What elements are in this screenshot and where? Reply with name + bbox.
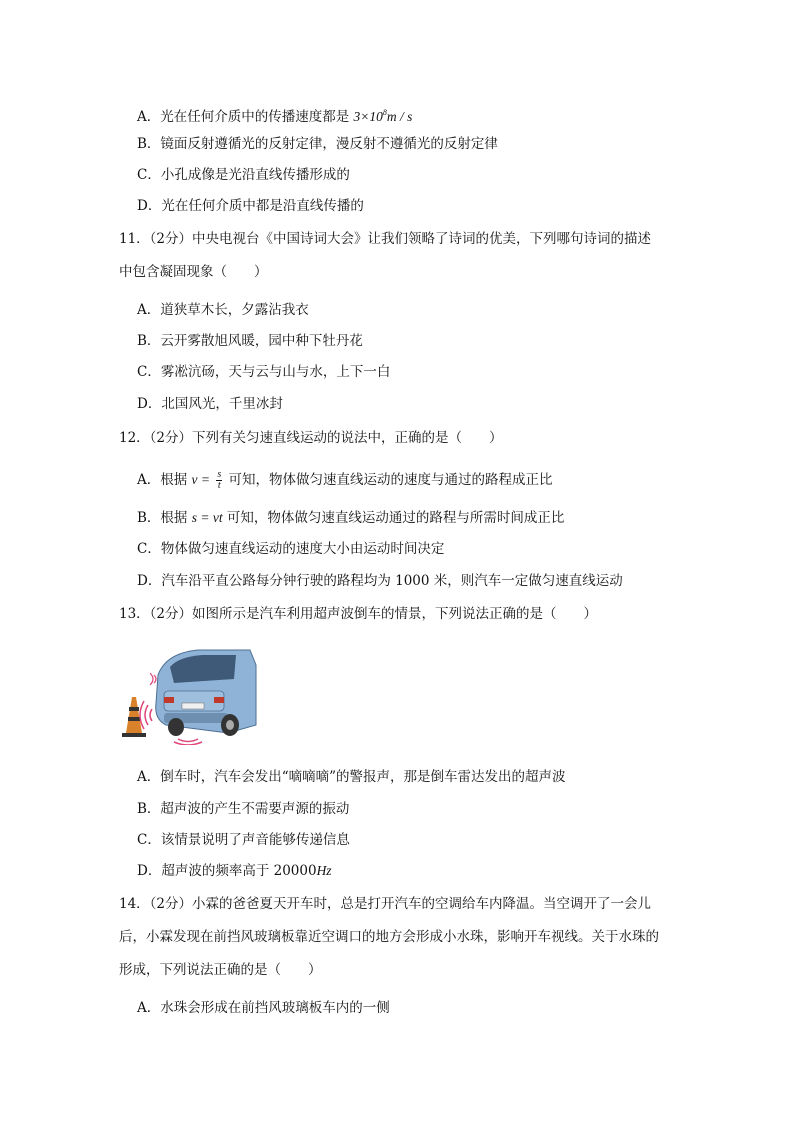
q12-a-formula-lhs: v =	[191, 472, 211, 487]
q12-a-fraction	[216, 470, 222, 491]
cone-stripe-top	[129, 707, 139, 711]
q10-option-c: C．小孔成像是光沿直线传播形成的	[137, 167, 350, 183]
q13-option-b: B．超声波的产生不需要声源的振动	[137, 801, 350, 817]
fraction-numerator: s	[217, 469, 222, 480]
q14-stem-line3: 形成，下列说法正确的是（ ）	[119, 962, 322, 978]
q10-option-d: D．光在任何介质中都是沿直线传播的	[137, 198, 364, 214]
q11-option-d: D．北国风光，千里冰封	[137, 396, 283, 412]
q10-option-a	[137, 103, 412, 127]
wave-top-1	[154, 675, 156, 683]
q12-b-prefix: B．根据	[137, 510, 188, 526]
q12-option-b	[137, 508, 564, 528]
wave-top-2	[150, 673, 153, 685]
q10-option-a-speed	[354, 109, 413, 124]
q10-option-b: B．镜面反射遵循光的反射定律，漫反射不遵循光的反射定律	[137, 136, 498, 152]
tail-light-left	[164, 697, 174, 703]
q11-option-b: B．云开雾散旭风暖，园中种下牡丹花	[137, 333, 363, 349]
q10-option-a-text: A．光在任何介质中的传播速度都是	[137, 109, 350, 125]
q12-b-formula: s = vt	[191, 510, 223, 525]
wave-bottom-1	[178, 739, 198, 742]
q13-stem: 13．（2分）如图所示是汽车利用超声波倒车的情景，下列说法正确的是（ ）	[119, 606, 598, 622]
wave-left-1	[150, 709, 152, 721]
q11-stem-line1: 11．（2分）中央电视台《中国诗词大会》让我们领略了诗词的优美，下列哪句诗词的描述	[119, 231, 652, 247]
tail-light-right	[214, 697, 224, 703]
q13-d-unit: Hz	[316, 863, 332, 878]
speed-base: 3×10	[353, 109, 383, 124]
car-illustration	[118, 645, 258, 745]
q12-option-a	[137, 470, 553, 491]
fraction-denominator: t	[217, 480, 221, 491]
wave-left-2	[145, 705, 148, 725]
q11-option-c: C．雾凇沆砀，天与云与山与水，上下一白	[137, 364, 391, 380]
car-reversing-ultrasound-figure	[118, 645, 258, 745]
q11-stem-line2: 中包含凝固现象（ ）	[119, 264, 268, 280]
q12-b-suffix: 可知，物体做匀速直线运动通过的路程与所需时间成正比	[226, 510, 565, 526]
license-plate	[182, 703, 204, 709]
hubcap	[226, 720, 234, 730]
rear-wheel-left	[168, 718, 184, 736]
q12-a-suffix: 可知，物体做匀速直线运动的速度与通过的路程成正比	[228, 472, 553, 488]
cone-stripe-bottom	[128, 717, 140, 721]
q13-option-d	[137, 861, 332, 881]
q12-a-prefix: A．根据	[137, 472, 188, 488]
q12-option-d: D．汽车沿平直公路每分钟行驶的路程均为 1000 米，则汽车一定做匀速直线运动	[137, 573, 623, 589]
speed-unit: m / s	[386, 109, 413, 124]
q13-option-c: C．该情景说明了声音能够传递信息	[137, 832, 350, 848]
q12-option-c: C．物体做匀速直线运动的速度大小由运动时间决定	[137, 541, 445, 557]
speed-exponent: 8	[382, 108, 387, 117]
wave-bottom-2	[174, 742, 202, 745]
q11-option-a: A．道狭草木长，夕露沾我衣	[137, 302, 309, 318]
q14-stem-line1: 14．（2分）小霖的爸爸夏天开车时，总是打开汽车的空调给车内降温。当空调开了一会儿	[119, 896, 652, 912]
q14-stem-line2: 后，小霖发现在前挡风玻璃板靠近空调口的地方会形成小水珠，影响开车视线。关于水珠的	[119, 929, 659, 945]
cone-base	[122, 733, 146, 737]
q13-option-a: A．倒车时，汽车会发出“嘀嘀嘀”的警报声，那是倒车雷达发出的超声波	[137, 769, 566, 785]
q12-stem: 12．（2分）下列有关匀速直线运动的说法中，正确的是（ ）	[119, 430, 503, 446]
q14-option-a: A．水珠会形成在前挡风玻璃板车内的一侧	[137, 1000, 390, 1016]
q13-d-text: D．超声波的频率高于 20000	[137, 863, 317, 879]
